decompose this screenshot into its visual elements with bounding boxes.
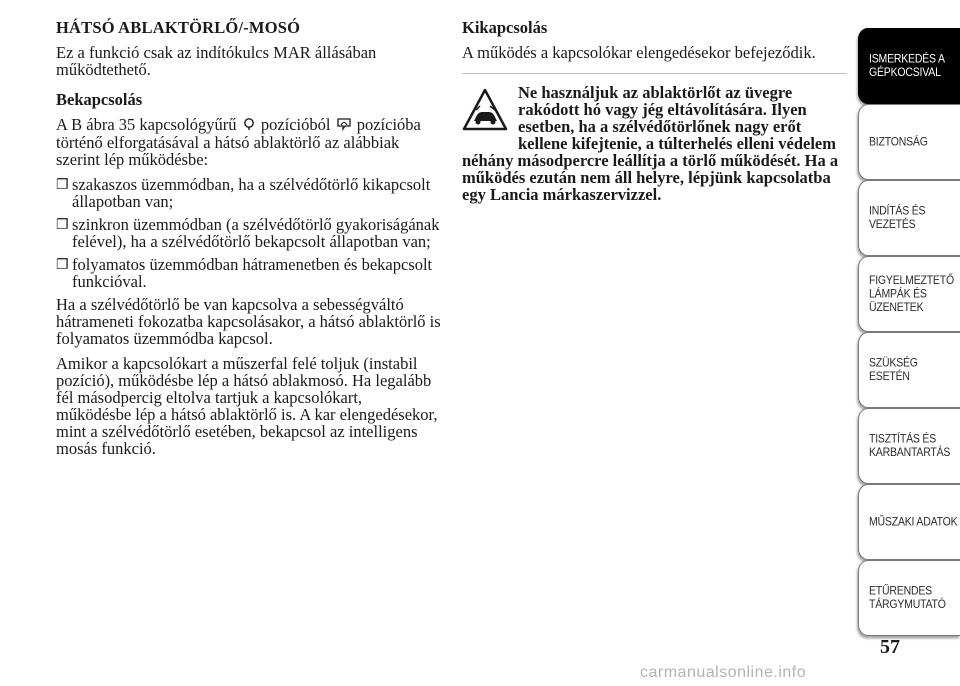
tab-biztonsag[interactable] — [858, 104, 960, 180]
intro-paragraph: Ez a funkció csak az indítókulcs MAR állásában működtethető. — [56, 43, 377, 79]
on-text-part2: pozícióból — [260, 115, 331, 134]
tab-ismerkedes[interactable] — [858, 28, 960, 104]
reverse-paragraph: Ha a szélvédőtörlő be van kapcsolva a sebességváltó hátrameneti fokozatba kapcsolásakor, a hátsó ablaktörlő is folyamatos üzemmódba kapcsol. — [56, 295, 441, 348]
tab-label: ISMERKEDÉS A GÉPKOCSIVAL — [869, 52, 945, 80]
tab-tisztitas[interactable] — [858, 408, 960, 484]
on-paragraph — [56, 116, 441, 168]
list-item-text: szakaszos üzemmódban, ha a szélvédőtörlő kikapcsolt állapotban van; — [72, 175, 431, 211]
on-text-part1: A B ábra 35 kapcsológyűrű — [56, 115, 237, 134]
tab-figyelmezteto[interactable] — [858, 256, 960, 332]
warning-triangle-icon — [462, 88, 508, 132]
checkbox-bullet-icon: ❒ — [56, 258, 69, 273]
list-item — [56, 216, 441, 250]
tab-label: ETŰRENDES TÁRGYMUTATÓ — [869, 584, 946, 612]
section-title: HÁTSÓ ABLAKTÖRLŐ/-MOSÓ — [56, 18, 301, 37]
list-item — [56, 176, 441, 210]
on-heading: Bekapcsolás — [56, 90, 143, 109]
warning-box — [462, 84, 847, 203]
tab-label: INDÍTÁS ÉS VEZETÉS — [869, 204, 926, 232]
tab-targymutato[interactable] — [858, 560, 960, 636]
list-item-text: folyamatos üzemmódban hátramenetben és bekapcsolt funkcióval. — [72, 255, 433, 291]
on-text-part3: pozícióba történő elforgatásával a hátsó ablaktörlő az alábbiak szerint lép működésbe: — [56, 115, 421, 169]
divider — [462, 73, 847, 74]
tab-label: SZÜKSÉG ESETÉN — [869, 356, 918, 384]
tab-inditas[interactable] — [858, 180, 960, 256]
tab-label: TISZTÍTÁS ÉS KARBANTARTÁS — [869, 432, 951, 460]
rear-wiper-icon — [337, 117, 351, 134]
off-paragraph: A működés a kapcsolókar elengedésekor befejeződik. — [462, 43, 816, 62]
list-item — [56, 256, 441, 290]
tab-muszaki[interactable] — [858, 484, 960, 560]
left-column — [56, 18, 441, 465]
page-number: 57 — [880, 636, 900, 658]
warning-text: Ne használjuk az ablaktörlőt az üvegre rakódott hó vagy jég eltávolítására. Ilyen esetben, ha a szélvédőtörlőnek nagy erőt kellene kifejtenie, a túlterhelés elleni védelem néhány másodpercre leállítja a törlő működését. Ha a működés ezután nem áll helyre, lépjünk kapcsolatba egy Lancia márkaszervizzel. — [462, 83, 839, 204]
right-column — [462, 18, 847, 203]
off-heading: Kikapcsolás — [462, 18, 548, 37]
checkbox-bullet-icon: ❒ — [56, 178, 69, 193]
chapter-tabs — [858, 0, 960, 686]
tab-label: BIZTONSÁG — [869, 135, 928, 149]
tab-label: FIGYELMEZTETŐ LÁMPÁK ÉS ÜZENETEK — [869, 273, 954, 315]
watermark: carmanualsonline.info — [640, 664, 807, 681]
tab-szukseg[interactable] — [858, 332, 960, 408]
wash-paragraph: Amikor a kapcsolókart a műszerfal felé toljuk (instabil pozíció), működésbe lép a hátsó ablakmosó. Ha legalább fél másodpercig eltolva tartjuk a kapcsolókart, működésbe lép a hátsó ablaktörlő is. A kar elengedésekor, mint a szélvédőtörlő esetében, bekapcsol az intelligens mosás funkció. — [56, 354, 438, 458]
ring-off-icon — [243, 117, 255, 134]
list-item-text: szinkron üzemmódban (a szélvédőtörlő gyakoriságának felével), ha a szélvédőtörlő bekapcsolt állapotban van; — [72, 215, 440, 251]
checkbox-bullet-icon: ❒ — [56, 218, 69, 233]
tab-label: MŰSZAKI ADATOK — [869, 515, 958, 529]
